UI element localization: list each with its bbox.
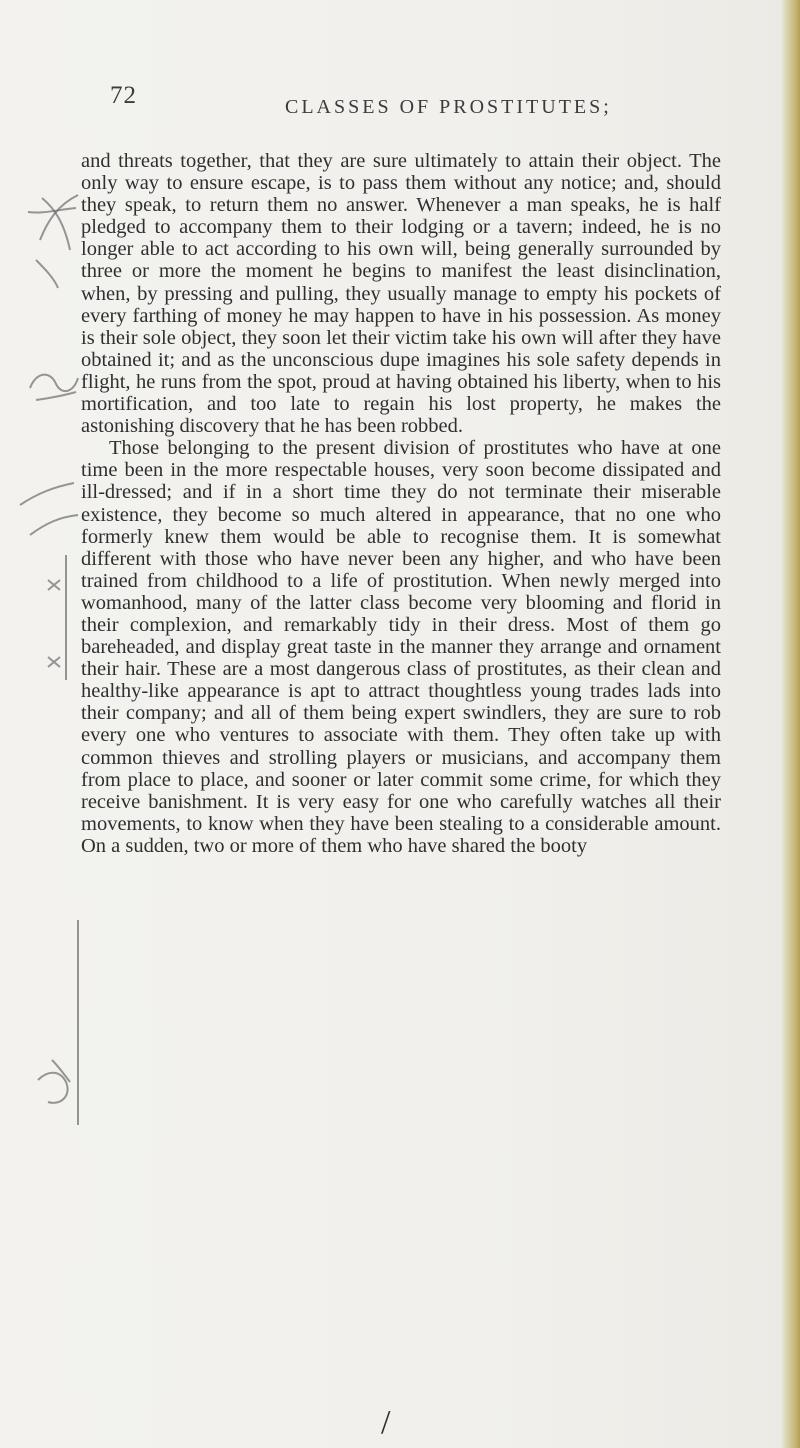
page-edge-stain [782,0,800,1448]
margin-annotation-division [8,465,83,745]
paragraph-2: Those belonging to the present division of prostitutes who have at one time been in the more respectable houses, very soon become dissipated and ill-dressed; and if in a short time they do not terminate their miserable existence, they become so much altered in appearance, that no one who formerly knew them would be able to recognise them. It is somewhat different with those who have never been any higher, and who have been trained from childhood to a life of prostitution. When newly merged into womanhood, many of the latter class become very blooming and florid in their complexion, and remarkably tidy in their dress. Most of them go bareheaded, and display great taste in the manner they arrange and ornament their hair. These are a most dangerous class of prostitutes, as their clean and healthy-like appearance is apt to attract thoughtless young trades lads into their company; and all of them being expert swindlers, they are sure to rob every one who ventures to associate with them. They often take up with common thieves and strolling players or musicians, and accompany them from place to place, and sooner or later commit some crime, for which they receive banishment. It is very easy for one who carefully watches all their movements, to know when they have been stealing to a considerable amount. On a sudden, two or more of them who have shared the booty [81,437,721,857]
page-number: 72 [110,82,137,109]
running-head: CLASSES OF PROSTITUTES; [285,96,612,118]
paragraph-1: and threats together, that they are sure ultimately to attain their object. The only way to ensure escape, is to pass them without any notice; and, should they speak, to return them no answer. Whenever a man speaks, he is half pledged to accompany them to their lodging or a tavern; indeed, he is no longer able to act according to his own will, being generally surrounded by three or more the moment he begins to manifest the least disinclination, when, by pressing and pulling, they usually manage to empty his pockets of every farthing of money he may happen to have in his possession. As money is their sole object, they soon let their victim take his own will after they have obtained it; and as the unconscious dupe imagines his sole safety depends in flight, he runs from the spot, proud at having obtained his liberty, when to his mortification, and too late to regain his lost property, he makes the astonishing discovery that he has been robbed. [81,150,721,438]
margin-annotation-bottom-left [30,920,90,1130]
margin-annotation-mid-left [22,360,82,410]
body-text [81,150,721,857]
margin-annotation-top-left [18,150,88,290]
footer-pencil-mark: / [381,1404,391,1441]
